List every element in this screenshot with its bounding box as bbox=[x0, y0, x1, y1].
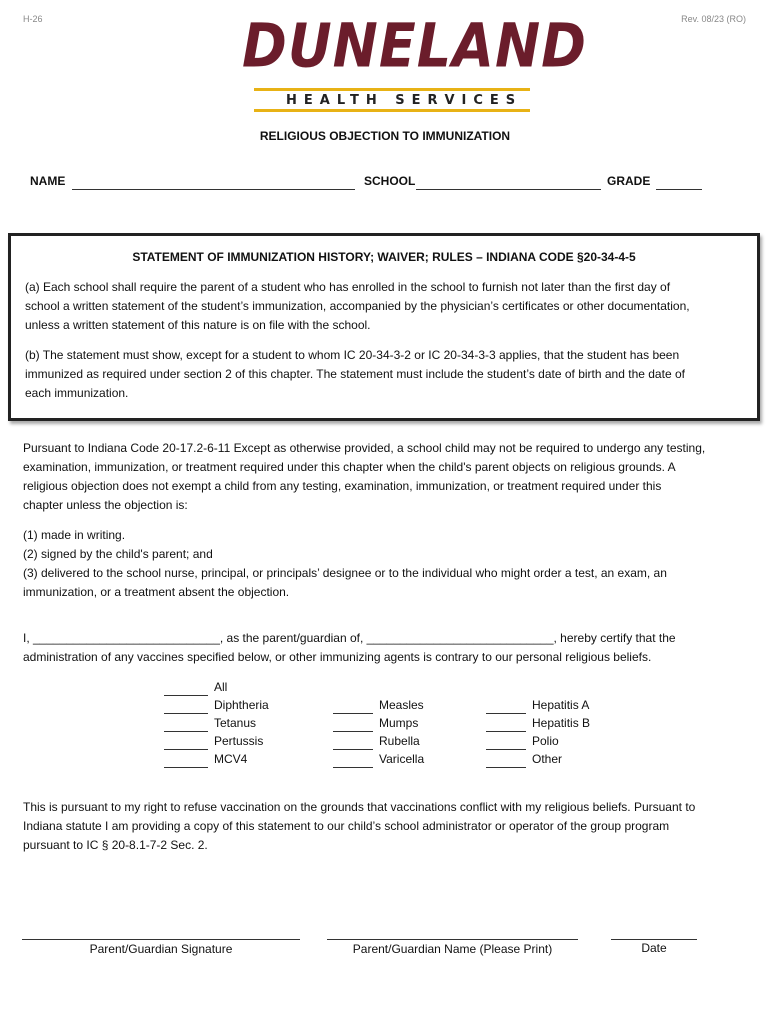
statement-para-b bbox=[25, 346, 753, 403]
date-line[interactable] bbox=[611, 939, 697, 940]
vaccine-blank[interactable] bbox=[333, 737, 373, 750]
para-b-line: each immunization. bbox=[25, 386, 129, 400]
pursuant-line: Pursuant to Indiana Code 20-17.2-6-11 Except as otherwise provided, a school child may not be required to undergo any testing, bbox=[23, 441, 706, 455]
closing-line: pursuant to IC § 20-8.1-7-2 Sec. 2. bbox=[23, 838, 208, 852]
revision-label: Rev. 08/23 (RO) bbox=[681, 14, 746, 24]
vaccine-item[interactable] bbox=[486, 732, 590, 750]
pursuant-line: religious objection does not exempt a child from any testing, examination, immunization, or treatment required under this bbox=[23, 479, 662, 493]
closing-paragraph bbox=[23, 798, 763, 855]
condition-item: (1) made in writing. bbox=[23, 528, 126, 542]
vaccine-column-2 bbox=[333, 696, 424, 768]
vaccine-blank[interactable] bbox=[333, 719, 373, 732]
vaccine-blank[interactable] bbox=[164, 737, 208, 750]
name-label: NAME bbox=[30, 174, 66, 188]
conditions-list bbox=[23, 526, 758, 602]
vaccine-blank[interactable] bbox=[333, 755, 373, 768]
vaccine-column-3 bbox=[486, 696, 590, 768]
vaccine-blank[interactable] bbox=[486, 737, 526, 750]
form-title: RELIGIOUS OBJECTION TO IMMUNIZATION bbox=[259, 129, 511, 143]
para-b-line: immunized as required under section 2 of this chapter. The statement must include the student’s date of birth and the date of bbox=[25, 367, 685, 381]
vaccine-label: Pertussis bbox=[214, 734, 264, 748]
logo-wordmark: DUNELAND bbox=[242, 10, 587, 81]
pursuant-line: chapter unless the objection is: bbox=[23, 498, 188, 512]
date-label: Date bbox=[641, 941, 667, 955]
school-field[interactable] bbox=[416, 188, 601, 190]
vaccine-column-1 bbox=[164, 678, 269, 768]
vaccine-label: Hepatitis A bbox=[532, 698, 590, 712]
vaccine-label: All bbox=[214, 680, 228, 694]
vaccine-item[interactable] bbox=[164, 750, 269, 768]
logo-rule-top bbox=[254, 88, 530, 91]
vaccine-label: Hepatitis B bbox=[532, 716, 591, 730]
logo-rule-bottom bbox=[254, 109, 530, 112]
vaccine-label: Diphtheria bbox=[214, 698, 269, 712]
closing-line: This is pursuant to my right to refuse vaccination on the grounds that vaccinations conflict with my religious beliefs. Pursuant to bbox=[23, 800, 696, 814]
signature-line[interactable] bbox=[22, 939, 300, 940]
vaccine-label: Measles bbox=[379, 698, 424, 712]
grade-label: GRADE bbox=[607, 174, 651, 188]
condition-item: (3) delivered to the school nurse, principal, or principals’ designee or to the individual who might order a test, an exam, an bbox=[23, 566, 667, 580]
condition-item: immunization, or a treatment absent the objection. bbox=[23, 585, 290, 599]
vaccine-label: Tetanus bbox=[214, 716, 257, 730]
vaccine-label: Other bbox=[532, 752, 563, 766]
vaccine-item[interactable] bbox=[164, 678, 269, 696]
para-a-line: school a written statement of the student’s immunization, accompanied by the physician’s certificates or other documentation, bbox=[25, 299, 690, 313]
signature-label: Parent/Guardian Signature bbox=[89, 942, 233, 956]
duneland-logo bbox=[238, 10, 587, 117]
para-b-line: (b) The statement must show, except for a student to whom IC 20-34-3-2 or IC 20-34-3-3 applies, that the student has been bbox=[25, 348, 680, 362]
name-field[interactable] bbox=[72, 188, 355, 190]
form-id: H-26 bbox=[23, 14, 43, 24]
vaccine-item[interactable] bbox=[164, 696, 269, 714]
grade-field[interactable] bbox=[656, 188, 702, 190]
pursuant-paragraph bbox=[23, 439, 758, 515]
vaccine-item[interactable] bbox=[333, 750, 424, 768]
vaccine-blank[interactable] bbox=[164, 701, 208, 714]
vaccine-label: Varicella bbox=[379, 752, 425, 766]
vaccine-item[interactable] bbox=[164, 732, 269, 750]
vaccine-blank[interactable] bbox=[333, 701, 373, 714]
statement-para-a bbox=[25, 278, 753, 335]
print-name-line[interactable] bbox=[327, 939, 578, 940]
vaccine-label: Mumps bbox=[379, 716, 419, 730]
vaccine-blank[interactable] bbox=[164, 755, 208, 768]
statement-box bbox=[8, 233, 760, 421]
vaccine-item[interactable] bbox=[486, 696, 590, 714]
print-name-label: Parent/Guardian Name (Please Print) bbox=[352, 942, 553, 956]
logo-subtitle: HEALTH SERVICES bbox=[286, 93, 523, 108]
statement-heading: STATEMENT OF IMMUNIZATION HISTORY; WAIVER; RULES – INDIANA CODE §20-34-4-5 bbox=[132, 250, 636, 264]
vaccine-blank[interactable] bbox=[164, 683, 208, 696]
vaccine-item[interactable] bbox=[333, 696, 424, 714]
vaccine-item[interactable] bbox=[333, 732, 424, 750]
vaccine-item[interactable] bbox=[164, 714, 269, 732]
vaccine-blank[interactable] bbox=[486, 755, 526, 768]
para-a-line: unless a written statement of this nature is on file with the school. bbox=[25, 318, 371, 332]
vaccine-blank[interactable] bbox=[164, 719, 208, 732]
vaccine-label: Rubella bbox=[379, 734, 420, 748]
para-a-line: (a) Each school shall require the parent of a student who has enrolled in the school to furnish not later than the first day of bbox=[25, 280, 671, 294]
vaccine-label: Polio bbox=[532, 734, 559, 748]
closing-line: Indiana statute I am providing a copy of this statement to our child’s school administrator or operator of the group program bbox=[23, 819, 670, 833]
school-label: SCHOOL bbox=[364, 174, 416, 188]
vaccine-item[interactable] bbox=[486, 714, 590, 732]
vaccine-label: MCV4 bbox=[214, 752, 248, 766]
certify-line: I, ____________________________, as the parent/guardian of, ____________________________, hereby certify that the bbox=[23, 631, 676, 645]
pursuant-line: examination, immunization, or treatment required under this chapter when the child's parent objects on religious grounds. A bbox=[23, 460, 676, 474]
certify-line: administration of any vaccines specified below, or other immunizing agents is contrary to our personal religious beliefs. bbox=[23, 650, 652, 664]
condition-item: (2) signed by the child's parent; and bbox=[23, 547, 213, 561]
certify-statement bbox=[23, 629, 763, 667]
vaccine-blank[interactable] bbox=[486, 719, 526, 732]
vaccine-blank[interactable] bbox=[486, 701, 526, 714]
vaccine-item[interactable] bbox=[486, 750, 590, 768]
vaccine-item[interactable] bbox=[333, 714, 424, 732]
